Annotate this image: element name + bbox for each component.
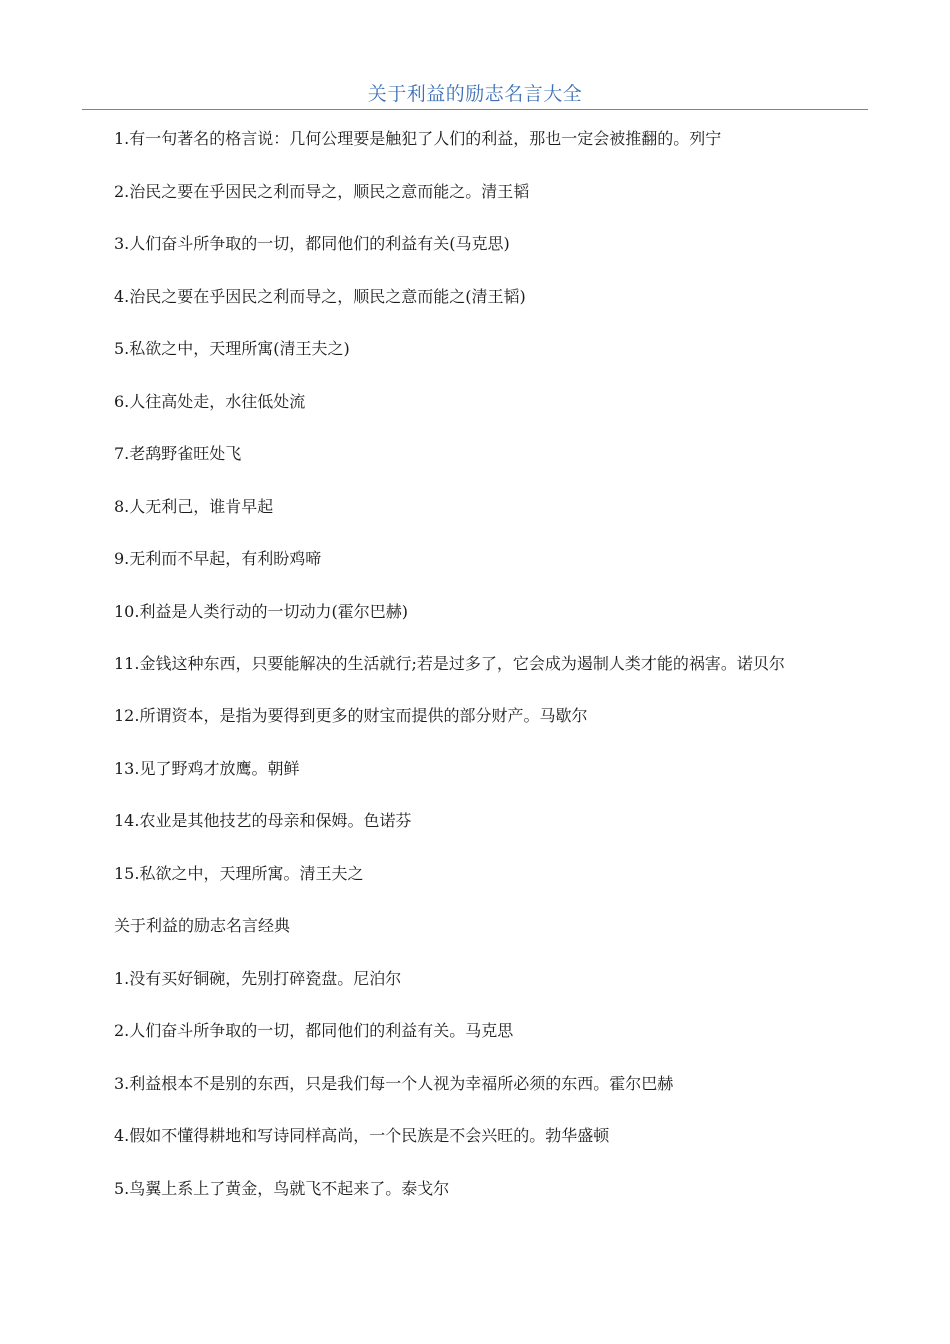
paragraph: 14.农业是其他技艺的母亲和保姆。色诺芬 bbox=[114, 811, 412, 830]
paragraph: 10.利益是人类行动的一切动力(霍尔巴赫) bbox=[114, 601, 408, 621]
document-title: 关于利益的励志名言大全 bbox=[367, 83, 583, 105]
paragraph: 7.老鸹野雀旺处飞 bbox=[114, 444, 242, 463]
paragraph: 1.没有买好铜碗，先别打碎瓷盘。尼泊尔 bbox=[114, 968, 402, 988]
paragraph: 3.人们奋斗所争取的一切，都同他们的利益有关(马克思) bbox=[114, 234, 510, 253]
paragraph: 11.金钱这种东西，只要能解决的生活就行;若是过多了，它会成为遏制人类才能的祸害。诺贝尔 bbox=[114, 654, 785, 673]
paragraph: 13.见了野鸡才放鹰。朝鲜 bbox=[114, 758, 300, 778]
paragraph: 3.利益根本不是别的东西，只是我们每一个人视为幸福所必须的东西。霍尔巴赫 bbox=[114, 1073, 674, 1093]
paragraph: 9.无利而不早起，有利盼鸡啼 bbox=[114, 549, 322, 568]
paragraph: 2.治民之要在乎因民之利而导之，顺民之意而能之。清王韬 bbox=[114, 181, 530, 201]
paragraph: 12.所谓资本，是指为要得到更多的财宝而提供的部分财产。马歇尔 bbox=[114, 706, 588, 725]
paragraph: 6.人往高处走，水往低处流 bbox=[114, 391, 306, 411]
document-body bbox=[82, 122, 868, 1224]
paragraph: 2.人们奋斗所争取的一切，都同他们的利益有关。马克思 bbox=[114, 1021, 514, 1040]
paragraph: 4.假如不懂得耕地和写诗同样高尚，一个民族是不会兴旺的。勃华盛顿 bbox=[114, 1126, 610, 1145]
paragraph: 1.有一句著名的格言说：几何公理要是触犯了人们的利益，那也一定会被推翻的。列宁 bbox=[114, 129, 722, 148]
section-heading: 关于利益的励志名言经典 bbox=[114, 916, 291, 935]
paragraph: 8.人无利己，谁肯早起 bbox=[114, 496, 274, 516]
paragraph: 5.私欲之中，天理所寓(清王夫之) bbox=[114, 339, 350, 358]
title-underline bbox=[82, 109, 868, 110]
paragraph: 5.鸟翼上系上了黄金，鸟就飞不起来了。泰戈尔 bbox=[114, 1178, 450, 1198]
paragraph: 15.私欲之中，天理所寓。清王夫之 bbox=[114, 863, 364, 883]
paragraph: 4.治民之要在乎因民之利而导之，顺民之意而能之(清王韬) bbox=[114, 286, 526, 306]
